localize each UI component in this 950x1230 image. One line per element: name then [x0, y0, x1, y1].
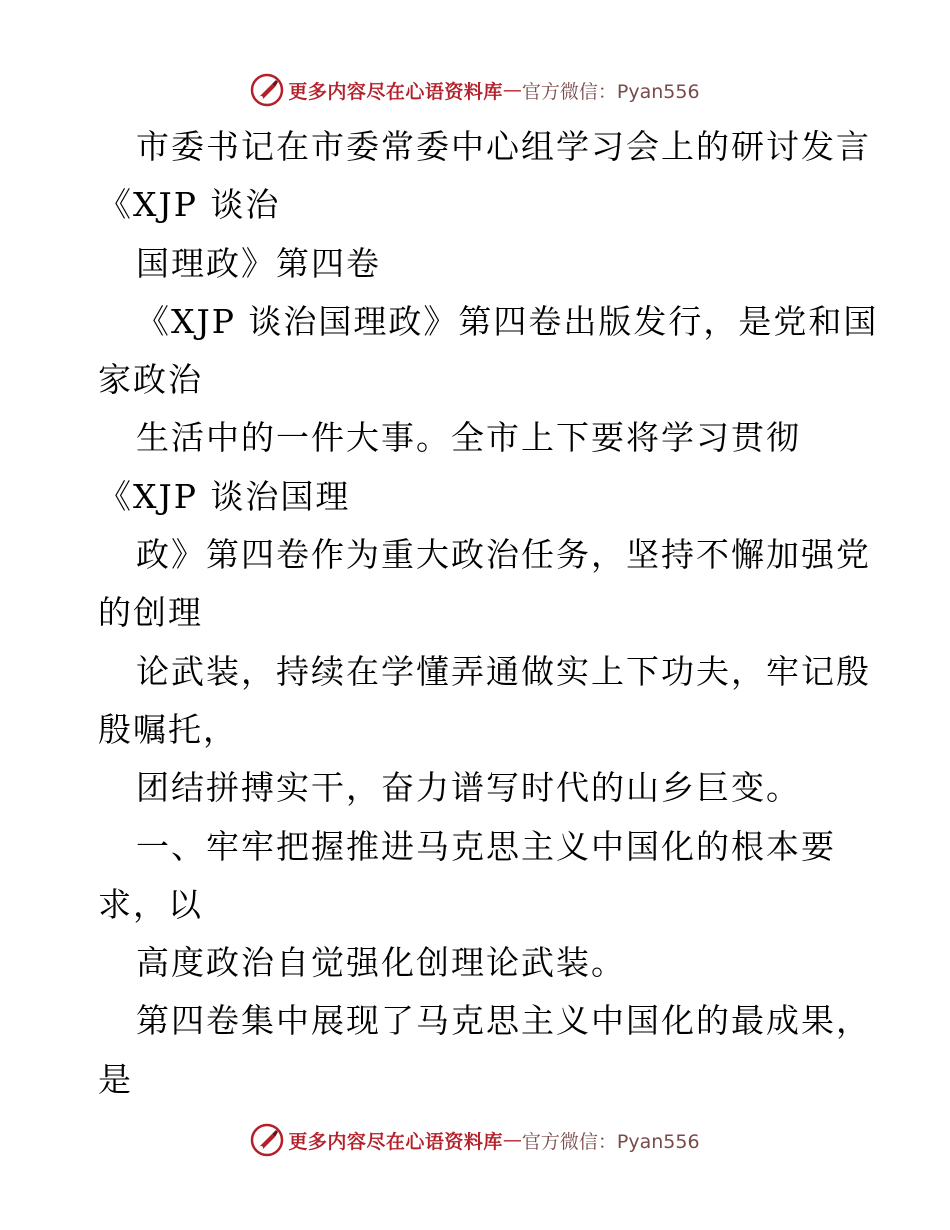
text-line: 是: [98, 1059, 133, 1099]
text-line: 一、牢牢把握推进马克思主义中国化的根本要: [136, 826, 836, 866]
text-line: 市委书记在市委常委中心组学习会上的研讨发言: [136, 127, 871, 166]
text-line: 团结拼搏实干，奋力谱写时代的山乡巨变。: [136, 768, 801, 808]
text-line: 的创理: [98, 593, 203, 633]
text-line: 《XJP 谈治国理: [98, 476, 351, 516]
footer-watermark: [0, 1120, 950, 1160]
text-line: 殷嘱托，: [98, 709, 238, 749]
text-line: 第四卷集中展现了马克思主义中国化的最成果，: [136, 1001, 871, 1041]
watermark-separator: —: [502, 79, 522, 101]
text-line: 高度政治自觉强化创理论武装。: [136, 943, 626, 983]
text-line: 家政治: [98, 360, 203, 400]
text-line: 论武装，持续在学懂弄通做实上下功夫，牢记殷: [136, 651, 871, 691]
text-line: 国理政》第四卷: [136, 243, 381, 283]
watermark-brand: 更多内容尽在心语资料库: [288, 80, 503, 103]
watermark-separator: —: [502, 1129, 522, 1151]
text-line: 求，以: [98, 884, 203, 924]
document-body: [98, 118, 879, 1109]
header-watermark: [0, 70, 950, 110]
text-line: 政》第四卷作为重大政治任务，坚持不懈加强党: [136, 535, 871, 575]
text-line: 生活中的一件大事。全市上下要将学习贯彻: [136, 418, 801, 458]
text-line: 《XJP 谈治: [98, 185, 281, 225]
watermark-contact: 官方微信：Pyan556: [521, 80, 700, 103]
pen-logo-icon: [250, 1123, 284, 1157]
text-line: 《XJP 谈治国理政》第四卷出版发行，是党和国: [136, 301, 879, 341]
pen-logo-icon: [250, 73, 284, 107]
watermark-contact: 官方微信：Pyan556: [521, 1130, 700, 1153]
watermark-brand: 更多内容尽在心语资料库: [288, 1130, 503, 1153]
